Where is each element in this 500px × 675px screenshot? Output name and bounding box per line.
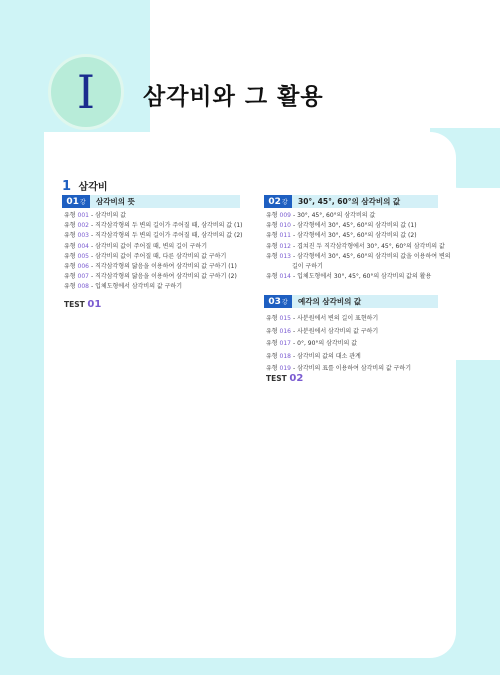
- lesson-title: 30°, 45°, 60°의 삼각비의 값: [292, 195, 438, 208]
- chapter-numeral: I: [76, 65, 96, 119]
- list-item: 유형 016 - 사분원에서 삼각비의 값 구하기: [266, 327, 379, 335]
- test-label: TEST 01: [64, 299, 102, 310]
- lesson-header: [264, 195, 438, 208]
- lesson-number-box: [264, 195, 292, 208]
- test-number: 01: [87, 299, 102, 310]
- list-item: 유형 018 - 삼각비의 값의 대소 관계: [266, 352, 361, 360]
- list-item: 유형 014 - 입체도형에서 30°, 45°, 60°의 삼각비의 값의 활용: [266, 273, 432, 281]
- lesson-title: 삼각비의 뜻: [90, 195, 240, 208]
- lesson-unit: 강: [281, 199, 288, 206]
- lesson-header: [264, 295, 438, 308]
- list-item: 유형 009 - 30°, 45°, 60°의 삼각비의 값: [266, 212, 376, 219]
- lesson-title: 예각의 삼각비의 값: [292, 295, 438, 308]
- list-item: 유형 013 - 삼각형에서 30°, 45°, 60°의 삼각비의 값을 이용하여 변의: [266, 252, 451, 260]
- list-item: 유형 003 - 직각삼각형의 두 변의 길이가 주어질 때, 삼각비의 값 (2): [64, 232, 243, 240]
- lesson-item-list: [64, 211, 243, 293]
- list-item: 유형 017 - 0°, 90°의 삼각비의 값: [266, 340, 357, 348]
- section-title: 삼각비: [78, 182, 108, 193]
- chapter-title: 삼각비와 그 활용: [143, 84, 324, 110]
- section-heading: [62, 178, 108, 194]
- lesson-number: 02: [268, 196, 281, 207]
- list-item: 유형 011 - 삼각형에서 30°, 45°, 60°의 삼각비의 값 (2): [266, 232, 417, 240]
- lesson-header: [62, 195, 240, 208]
- chapter-numeral-badge: [48, 54, 124, 130]
- lesson-item-list: [266, 211, 451, 282]
- list-item: 유형 005 - 삼각비의 값이 주어질 때, 다른 삼각비의 값 구하기: [64, 252, 227, 260]
- list-item: 유형 002 - 직각삼각형의 두 변의 길이가 주어질 때, 삼각비의 값 (1): [64, 222, 243, 230]
- section-number: 1: [62, 179, 72, 194]
- lesson-number-box: [62, 195, 90, 208]
- list-item: 유형 008 - 입체도형에서 삼각비의 값 구하기: [64, 283, 183, 291]
- list-item: 유형 001 - 삼각비의 값: [64, 212, 127, 219]
- lesson-number: 03: [268, 296, 281, 307]
- list-item: 유형 012 - 겹쳐진 두 직각삼각형에서 30°, 45°, 60°의 삼각비의 값: [266, 242, 445, 250]
- lesson-unit: 강: [281, 299, 288, 306]
- lesson-unit: 강: [79, 199, 86, 206]
- test-label: TEST 02: [266, 373, 304, 384]
- list-item: 유형 010 - 삼각형에서 30°, 45°, 60°의 삼각비의 값 (1): [266, 222, 417, 230]
- list-item: 유형 019 - 삼각비의 표를 이용하여 삼각비의 값 구하기: [266, 365, 412, 373]
- lesson-number: 01: [66, 196, 79, 207]
- test-number: 02: [289, 373, 304, 384]
- list-item: 유형 015 - 사분원에서 변의 길이 표현하기: [266, 315, 379, 322]
- lesson-item-list: [266, 313, 411, 376]
- lesson-number-box: [264, 295, 292, 308]
- list-item: 유형 004 - 삼각비의 값이 주어질 때, 변의 길이 구하기: [64, 242, 208, 250]
- list-item: 유형 006 - 직각삼각형의 닮음을 이용하여 삼각비의 값 구하기 (1): [64, 263, 237, 271]
- list-item: 유형 007 - 직각삼각형의 닮음을 이용하여 삼각비의 값 구하기 (2): [64, 273, 237, 281]
- list-item-continuation: 길이 구하기: [292, 263, 323, 271]
